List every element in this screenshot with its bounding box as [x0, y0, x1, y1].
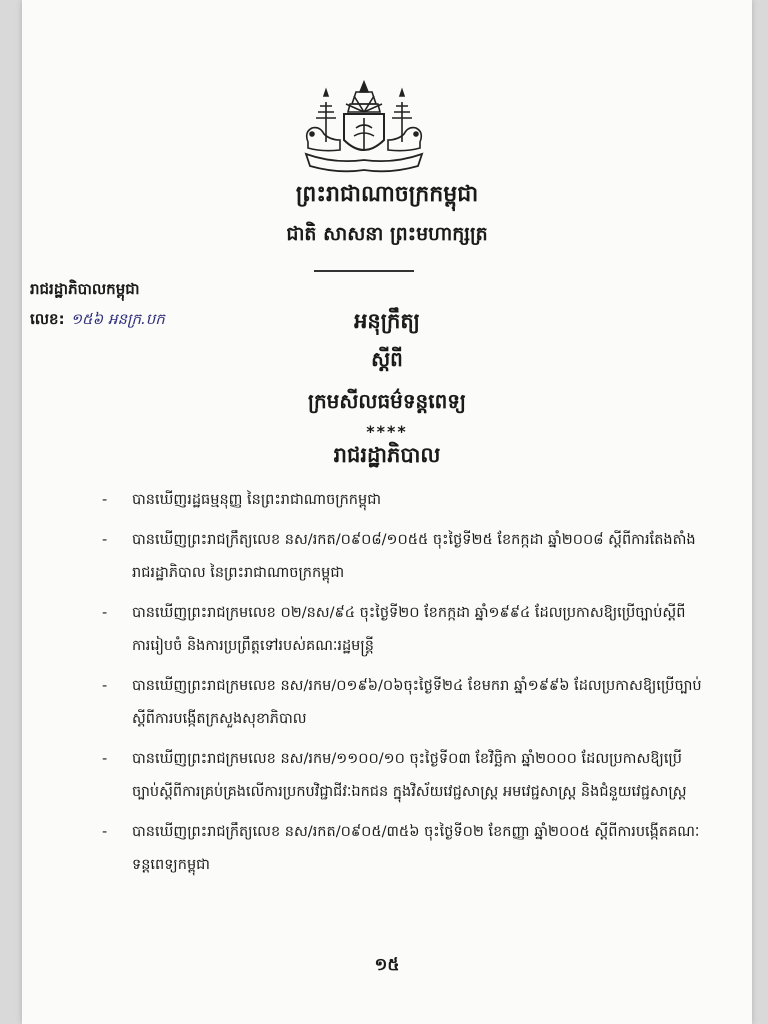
issuing-office: រាជរដ្ឋាភិបាលកម្ពុជា [30, 280, 140, 298]
list-item-text: បានឃើញរដ្ឋធម្មនុញ្ញ នៃព្រះរាជាណាចក្រកម្ពុជា [132, 492, 382, 508]
star-separator: **** [366, 422, 408, 441]
list-dash: - [102, 678, 108, 694]
list-dash: - [102, 751, 108, 767]
document-subject: ក្រមសីលធម៌ទន្តពេទ្យ [308, 389, 466, 413]
list-dash: - [102, 605, 108, 621]
list-item [102, 743, 702, 809]
list-item [102, 484, 702, 517]
header-divider [314, 270, 414, 272]
list-dash: - [102, 492, 108, 508]
national-motto: ជាតិ សាសនា ព្រះមហាក្សត្រ [286, 223, 488, 245]
list-dash: - [102, 532, 108, 548]
recitals-list [102, 484, 702, 889]
list-item [102, 524, 702, 590]
royal-coat-of-arms-icon [294, 78, 434, 178]
page-number: ១៥ [374, 955, 400, 975]
document-number-value: ១៥៦ អនក្រ.បក [70, 310, 165, 328]
list-item-text: បានឃើញព្រះរាជក្រឹត្យលេខ នស/រកត/០៩០៥/៣៥៦ ចុះថ្ងៃទី០២ ខែកញ្ញា ឆ្នាំ២០០៥ ស្ដីពីការបង្កើតគណៈទន្តពេទ្យកម្ពុជា [132, 824, 700, 873]
list-item-text: បានឃើញព្រះរាជក្រមលេខ ០២/នស/៩៤ ចុះថ្ងៃទី២០ ខែកក្កដា ឆ្នាំ១៩៩៤ ដែលប្រកាសឱ្យប្រើច្បាប់ស្ដីពីការរៀបចំ និងការប្រព្រឹត្តទៅរបស់គណៈរដ្ឋមន្ត្រី [132, 605, 686, 654]
list-item-text: បានឃើញព្រះរាជក្រឹត្យលេខ នស/រកត/០៩០៨/១០៥៥ ចុះថ្ងៃទី២៥ ខែកក្កដា ឆ្នាំ២០០៨ ស្ដីពីការតែងតាំងរាជរដ្ឋាភិបាល នៃព្រះរាជាណាចក្រកម្ពុជា [132, 532, 696, 581]
document-number-label: លេខ: [30, 310, 65, 328]
document-type: អនុក្រឹត្យ [354, 309, 420, 333]
kingdom-title: ព្រះរាជាណាចក្រកម្ពុជា [295, 182, 479, 207]
document-page [22, 0, 752, 1024]
list-item-text: បានឃើញព្រះរាជក្រមលេខ នស/រកម/១១០០/១០ ចុះថ្ងៃទី០៣ ខែវិច្ឆិកា ឆ្នាំ២០០០ ដែលប្រកាសឱ្យប្រើច្បាប់ស្ដីពីការគ្រប់គ្រងលើការប្រកបវិជ្ជាជីវៈឯកជន ក្នុងវិស័យវេជ្ជសាស្ត្រ អមវេជ្ជសាស្ត្រ និងជំនួយវេជ្ជសាស្ត្រ [132, 751, 687, 800]
list-dash: - [102, 824, 108, 840]
document-issuer: រាជរដ្ឋាភិបាល [333, 443, 441, 467]
list-item [102, 597, 702, 663]
list-item [102, 816, 702, 882]
list-item-text: បានឃើញព្រះរាជក្រមលេខ នស/រកម/០១៩៦/០៦ចុះថ្ងៃទី២៤ ខែមករា ឆ្នាំ១៩៩៦ ដែលប្រកាសឱ្យប្រើច្បាប់ស្ដីពីការបង្កើតក្រសួងសុខាភិបាល [132, 678, 702, 727]
list-item [102, 670, 702, 736]
document-on: ស្ដីពី [371, 347, 403, 371]
